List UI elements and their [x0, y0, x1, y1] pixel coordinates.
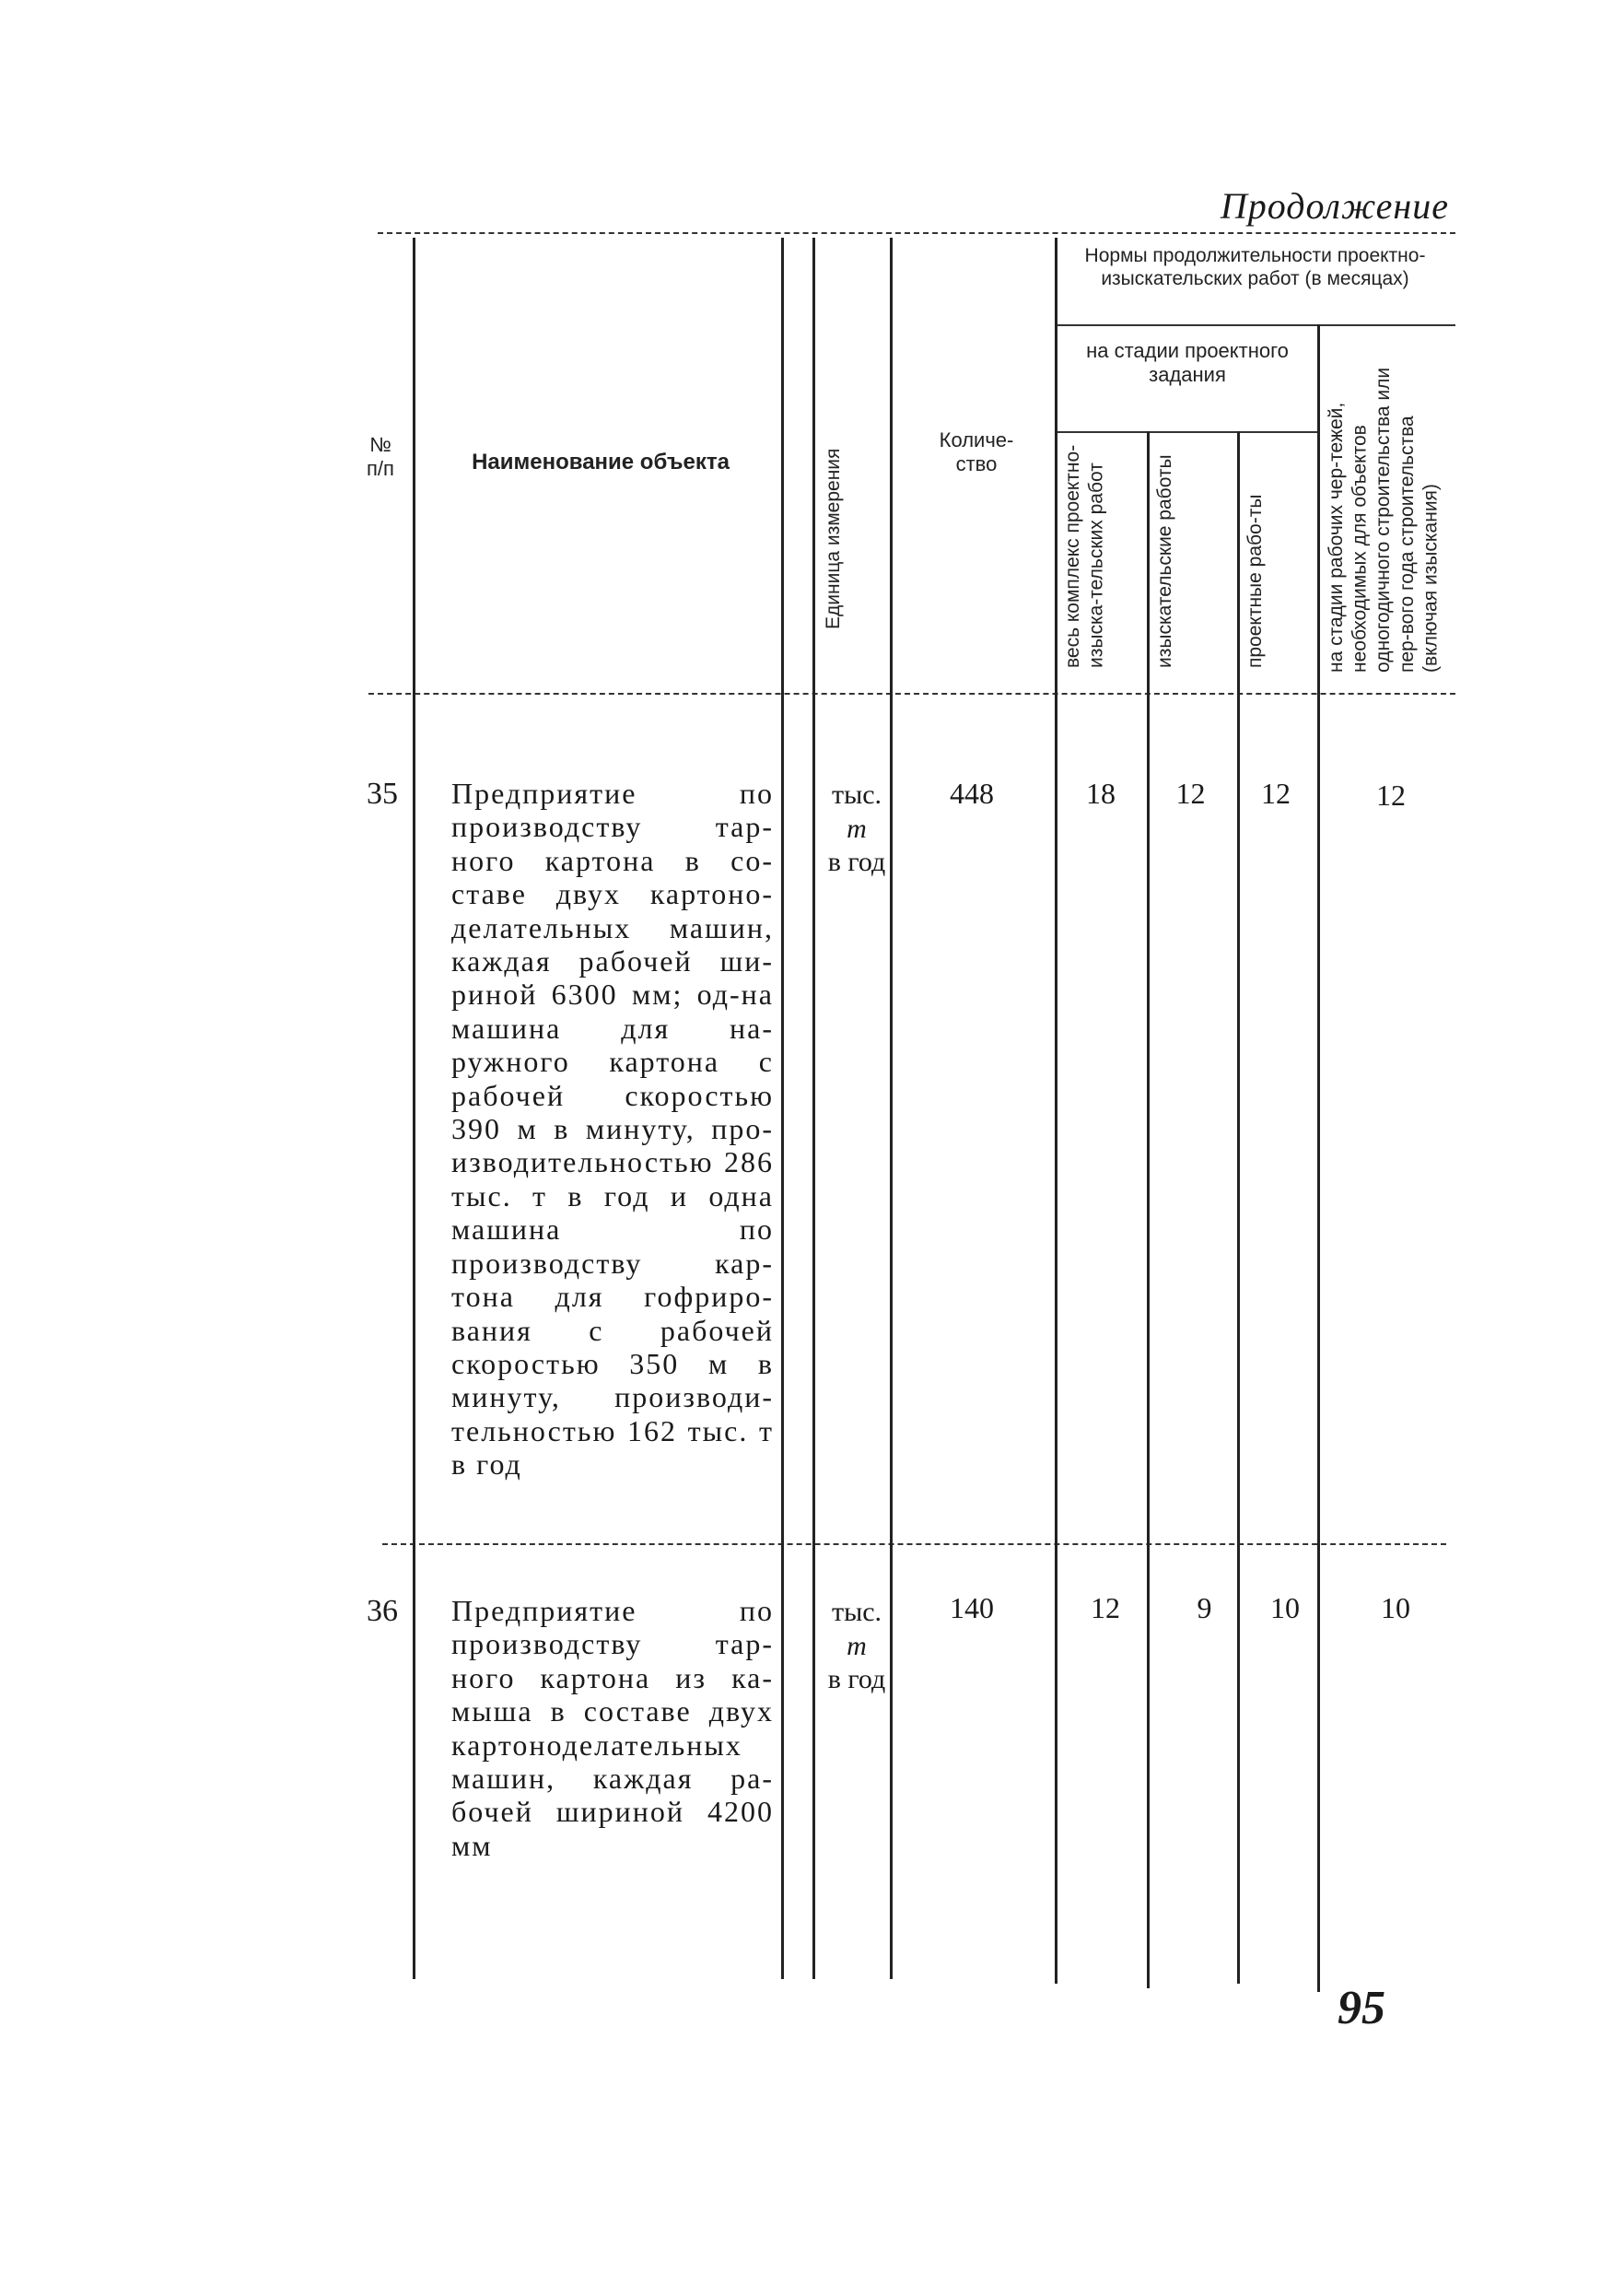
row-36-quantity: 140 [950, 1591, 994, 1624]
row-36-design: 10 [1270, 1591, 1300, 1624]
col-divider-survey [1237, 431, 1240, 1984]
subgroup-header-rule [1055, 431, 1317, 433]
header-col-all: весь комплекс проектно-изыска-тельских работ [1062, 444, 1107, 668]
row-35-name: Предприятие по производству тар-ного картона в со-ставе двух картоно-делательных машин, каждая рабочей ши-риной 6300 мм; од-на машина для на-ружного картона с рабочей скоростью 390 м в минуту, про-изводительностью 286 тыс. т в год и одна машина по производству кар-тона для гофриро-вания с рабочей скоростью 350 м в минуту, производи-тельностью 162 тыс. т в год [451, 777, 774, 1482]
header-bottom-rule [368, 693, 1455, 695]
row-35-survey: 12 [1175, 777, 1206, 810]
row-35-unit [811, 779, 903, 880]
row-36-unit-line3: в год [827, 1664, 886, 1695]
header-name: Наименование объекта [472, 450, 730, 474]
header-quantity: Количе- ство [939, 428, 1014, 476]
header-col-design: проектные рабо-ты [1244, 494, 1266, 668]
col-divider-quantity [1055, 238, 1057, 1984]
row-36-unit-line2: т [847, 1630, 867, 1661]
row-35-unit-line1: тыс. [831, 779, 882, 810]
col-divider-design [1317, 324, 1320, 1992]
row-35-no: 35 [367, 777, 398, 811]
row-separator-rule [382, 1543, 1446, 1545]
header-unit: Единица измерения [823, 448, 844, 630]
col-divider-no [413, 238, 415, 1979]
row-35-unit-line2: т [847, 813, 867, 844]
header-col-working: на стадии рабочих чер-тежей, необходимых для объектов одногодичного строительства или пер-вого года строительства (включая изыскания) [1326, 367, 1442, 673]
group-header-rule [1055, 324, 1455, 326]
col-divider-unit [890, 238, 893, 1979]
row-36-survey: 9 [1197, 1591, 1212, 1624]
row-36-unit [811, 1596, 903, 1697]
header-group: Нормы продолжительности проектно-изыскательских работ (в месяцах) [1084, 245, 1426, 290]
row-35-working: 12 [1376, 779, 1406, 812]
row-36-all: 12 [1091, 1591, 1120, 1624]
row-36-unit-line1: тыс. [831, 1597, 882, 1627]
row-35-unit-line3: в год [827, 847, 886, 878]
continuation-label: Продолжение [1220, 185, 1449, 227]
row-36-no: 36 [367, 1594, 398, 1628]
header-col-survey: изыскательские работы [1154, 454, 1175, 668]
col-divider-all [1147, 431, 1150, 1988]
header-no: № п/п [367, 433, 394, 481]
table-top-rule [378, 232, 1455, 234]
col-divider-name [781, 238, 784, 1979]
row-36-working: 10 [1381, 1591, 1410, 1624]
row-35-quantity: 448 [950, 777, 994, 810]
row-35-all: 18 [1086, 777, 1116, 810]
row-36-name: Предприятие по производству тар-ного картона из ка-мыша в составе двух картоноделательных машин, каждая ра-бочей шириной 4200 мм [451, 1594, 774, 1862]
col-divider-name-2 [812, 238, 815, 1979]
page-number: 95 [1338, 1982, 1385, 2034]
row-35-design: 12 [1261, 777, 1291, 810]
header-subgroup: на стадии проектного задания [1086, 339, 1289, 387]
